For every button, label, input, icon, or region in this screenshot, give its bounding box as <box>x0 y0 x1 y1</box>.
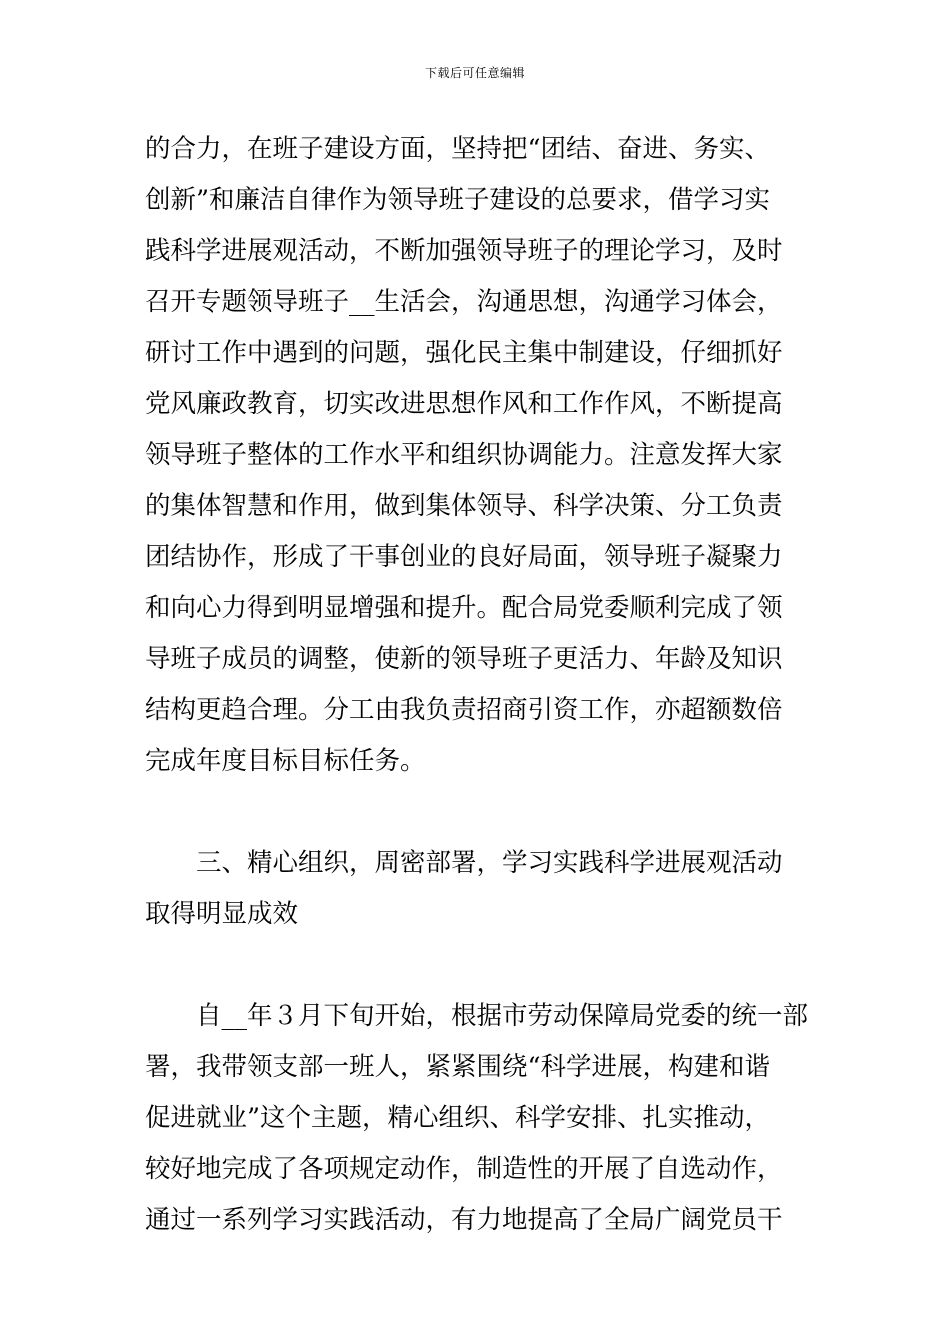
text-line: 团结协作，形成了干事创业的良好局面，领导班子凝聚力 <box>145 542 783 572</box>
text-line: 促进就业”这个主题，精心组织、科学安排、扎实推动， <box>145 1103 771 1133</box>
text-line: 研讨工作中遇到的问题，强化民主集中制建设，仔细抓好 <box>145 338 783 368</box>
text-line: 的集体智慧和作用，做到集体领导、科学决策、分工负责 <box>145 491 783 521</box>
text-line: 践科学进展观活动，不断加强领导班子的理论学习，及时 <box>145 236 783 266</box>
text-line: 导班子成员的调整，使新的领导班子更活力、年龄及知识 <box>145 644 783 674</box>
text-line: 自__年３月下旬开始，根据市劳动保障局党委的统一部 <box>145 1001 809 1031</box>
text-line: 较好地完成了各项规定动作，制造性的开展了自选动作， <box>145 1154 783 1184</box>
heading-line: 取得明显成效 <box>145 899 299 929</box>
text-line: 的合力，在班子建设方面，坚持把“团结、奋进、务实、 <box>145 134 771 164</box>
heading-line: 三、精心组织，周密部署，学习实践科学进展观活动 <box>145 848 783 878</box>
paragraph-spacer <box>145 787 807 838</box>
paragraph-activities <box>145 991 807 1246</box>
text-line: 召开专题领导班子__生活会，沟通思想，沟通学习体会， <box>145 287 783 317</box>
text-line: 领导班子整体的工作水平和组织协调能力。注意发挥大家 <box>145 440 783 470</box>
document-body <box>145 124 807 1246</box>
text-line: 和向心力得到明显增强和提升。配合局党委顺利完成了领 <box>145 593 783 623</box>
text-line: 通过一系列学习实践活动，有力地提高了全局广阔党员干 <box>145 1205 783 1235</box>
page-header: 下载后可任意编辑 <box>424 66 525 80</box>
paragraph-spacer <box>145 940 807 991</box>
section-heading-3 <box>145 838 807 940</box>
text-line: 创新”和廉洁自律作为领导班子建设的总要求，借学习实 <box>145 185 771 215</box>
text-line: 党风廉政教育，切实改进思想作风和工作作风，不断提高 <box>145 389 783 419</box>
text-line: 完成年度目标目标任务。 <box>145 746 426 776</box>
text-line: 结构更趋合理。分工由我负责招商引资工作，亦超额数倍 <box>145 695 783 725</box>
text-line: 署，我带领支部一班人，紧紧围绕“科学进展，构建和谐 <box>145 1052 771 1082</box>
paragraph-leadership <box>145 124 807 787</box>
